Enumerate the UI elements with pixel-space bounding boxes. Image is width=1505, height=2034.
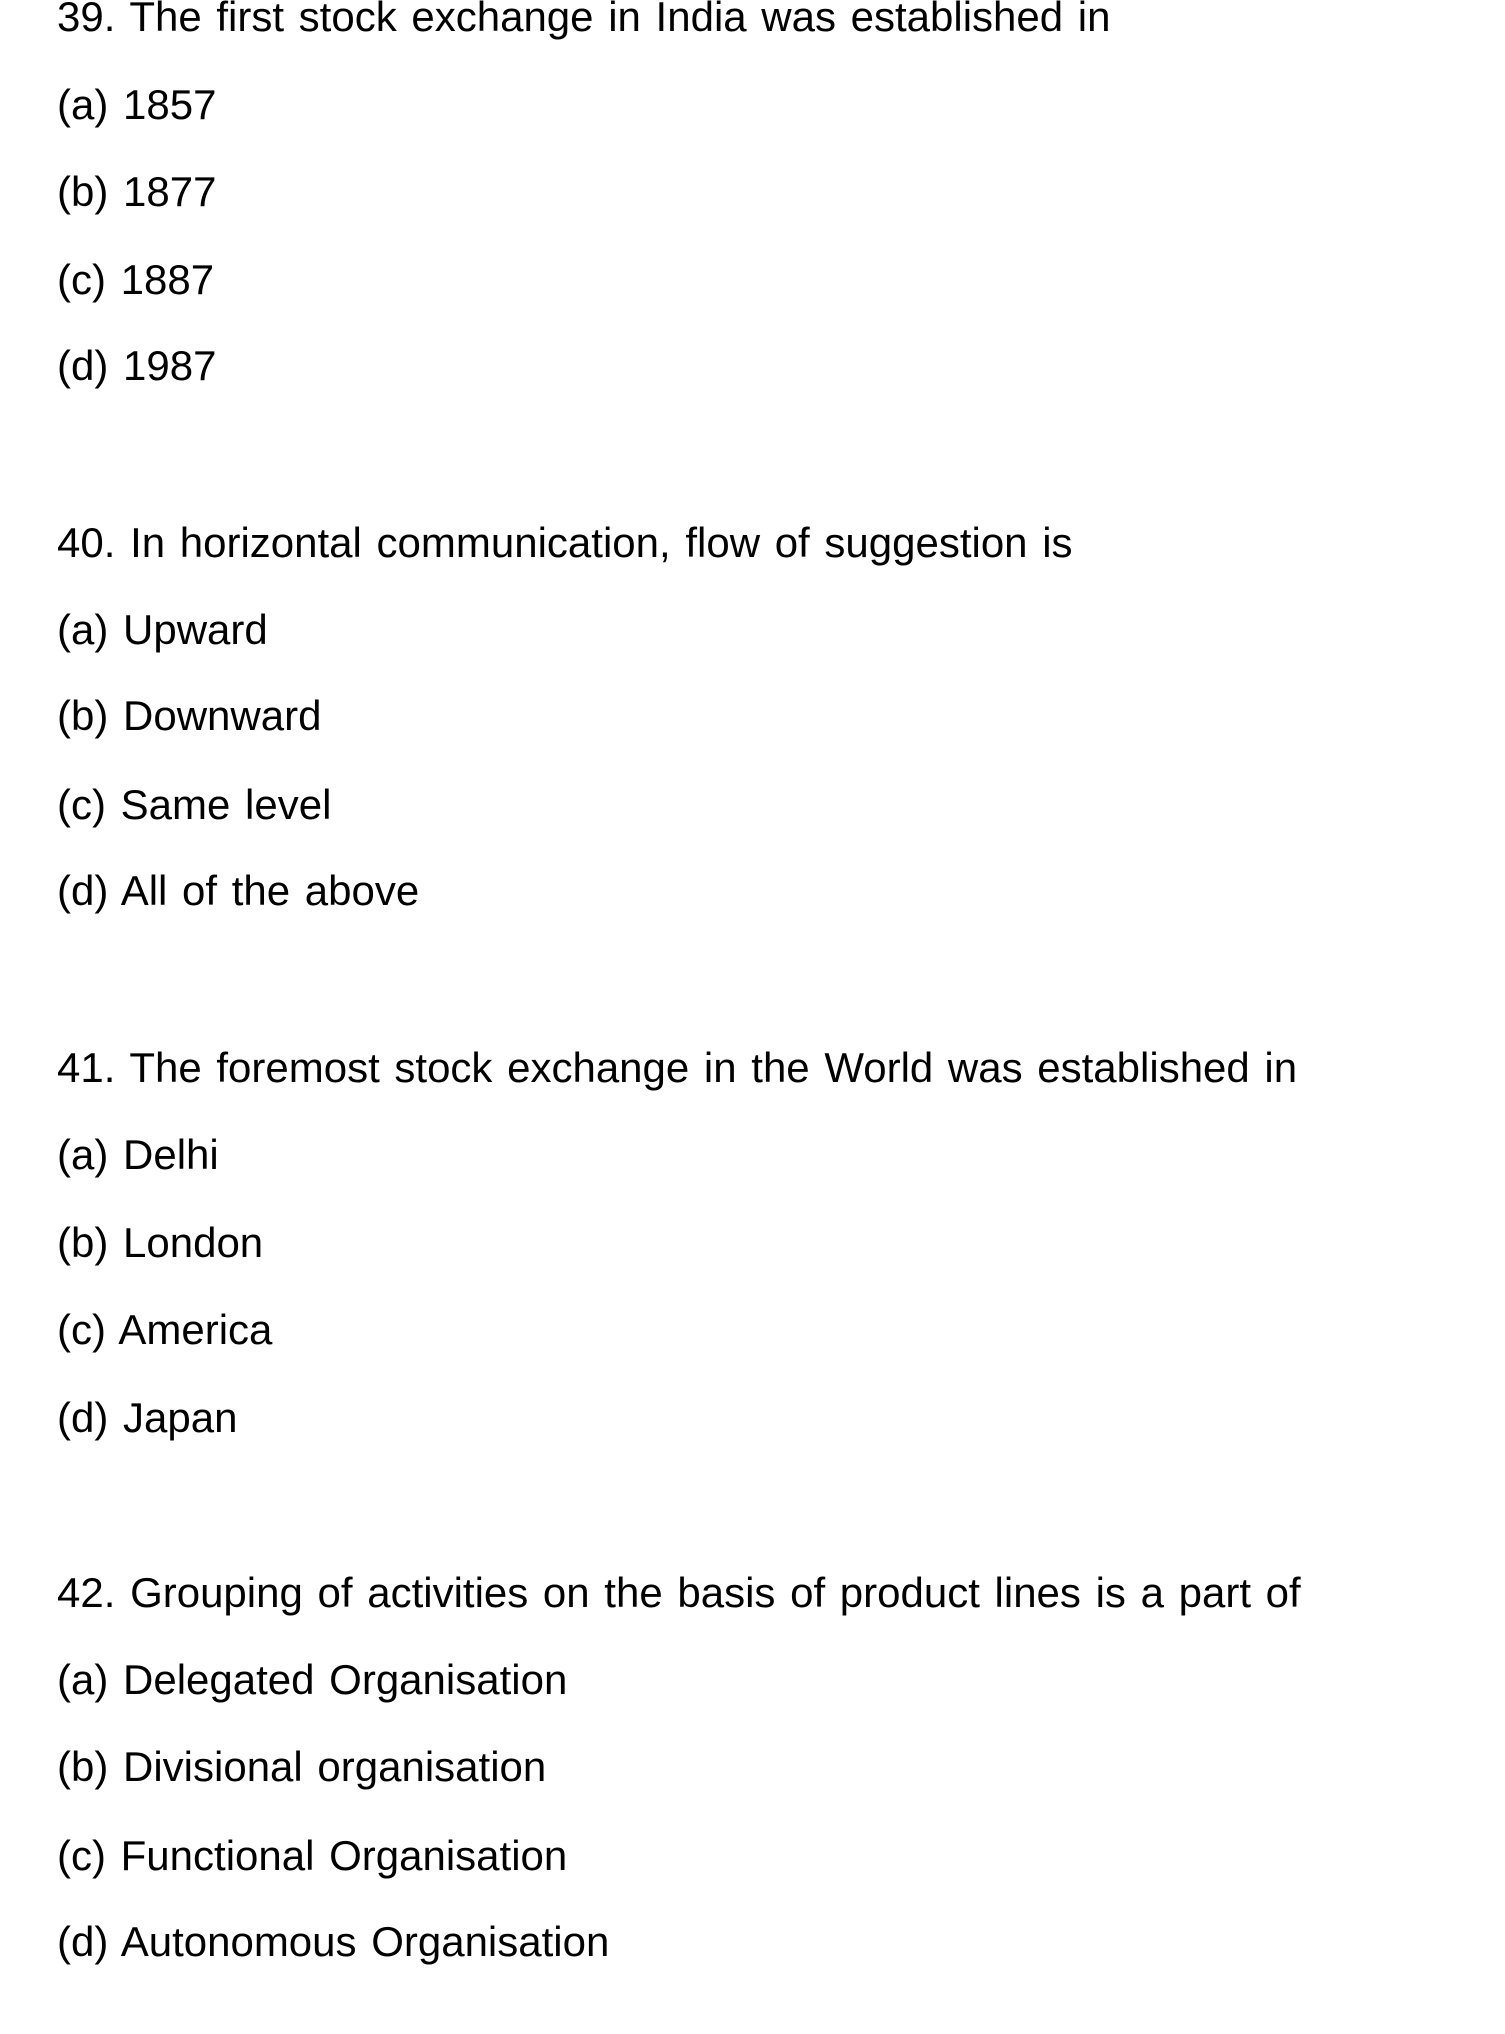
question-40-option-b xyxy=(57,692,322,739)
question-41-option-a xyxy=(57,1131,219,1178)
question-number: 40. xyxy=(57,519,116,566)
option-text: 1857 xyxy=(123,81,217,128)
option-text: Downward xyxy=(123,692,322,739)
question-39-stem xyxy=(57,0,1111,38)
question-text: Grouping of activities on the basis of product lines is a part of xyxy=(130,1569,1301,1616)
question-41-option-c xyxy=(57,1306,273,1353)
question-41-option-b xyxy=(57,1219,264,1266)
question-text: In horizontal communication, flow of suggestion is xyxy=(130,519,1073,566)
question-number: 39. xyxy=(57,0,116,40)
option-text: Autonomous Organisation xyxy=(120,1918,610,1965)
option-label: (d) xyxy=(57,1918,109,1965)
question-40-option-d xyxy=(57,867,420,914)
question-text: The first stock exchange in India was established in xyxy=(129,0,1111,40)
option-label: (c) xyxy=(57,256,106,303)
option-text: All of the above xyxy=(120,867,420,914)
option-label: (b) xyxy=(57,1743,109,1790)
question-number: 42. xyxy=(57,1569,116,1616)
option-label: (a) xyxy=(57,81,109,128)
option-label: (a) xyxy=(57,1131,109,1178)
question-39-option-d xyxy=(57,342,217,389)
option-label: (d) xyxy=(57,1394,109,1441)
option-text: Same level xyxy=(120,781,332,828)
question-39-option-a xyxy=(57,81,217,128)
option-label: (c) xyxy=(57,1832,106,1879)
option-label: (d) xyxy=(57,342,109,389)
option-text: Japan xyxy=(123,1394,238,1441)
option-text: Upward xyxy=(123,606,268,653)
question-number: 41. xyxy=(57,1044,116,1091)
option-text: Delegated Organisation xyxy=(123,1656,568,1703)
option-label: (c) xyxy=(57,781,106,828)
question-39-option-c xyxy=(57,256,215,303)
option-label: (b) xyxy=(57,692,109,739)
option-text: 1877 xyxy=(123,168,217,215)
question-42-stem xyxy=(57,1569,1301,1616)
option-text: Divisional organisation xyxy=(123,1743,547,1790)
option-label: (c) xyxy=(57,1306,106,1353)
question-41-stem xyxy=(57,1044,1298,1091)
question-text: The foremost stock exchange in the World was established in xyxy=(129,1044,1298,1091)
question-42-option-a xyxy=(57,1656,568,1703)
question-42-option-b xyxy=(57,1743,547,1790)
option-label: (a) xyxy=(57,1656,109,1703)
question-40-stem xyxy=(57,519,1073,566)
option-text: Functional Organisation xyxy=(120,1832,568,1879)
option-text: America xyxy=(118,1306,273,1353)
option-label: (b) xyxy=(57,1219,109,1266)
question-40-option-c xyxy=(57,781,332,828)
question-39-option-b xyxy=(57,168,217,215)
question-42-option-d xyxy=(57,1918,610,1965)
option-text: 1887 xyxy=(120,256,215,303)
question-40-option-a xyxy=(57,606,268,653)
option-label: (b) xyxy=(57,168,109,215)
option-text: London xyxy=(123,1219,264,1266)
option-text: 1987 xyxy=(123,342,217,389)
question-42-option-c xyxy=(57,1832,568,1879)
option-label: (d) xyxy=(57,867,109,914)
option-label: (a) xyxy=(57,606,109,653)
option-text: Delhi xyxy=(123,1131,219,1178)
question-41-option-d xyxy=(57,1394,238,1441)
